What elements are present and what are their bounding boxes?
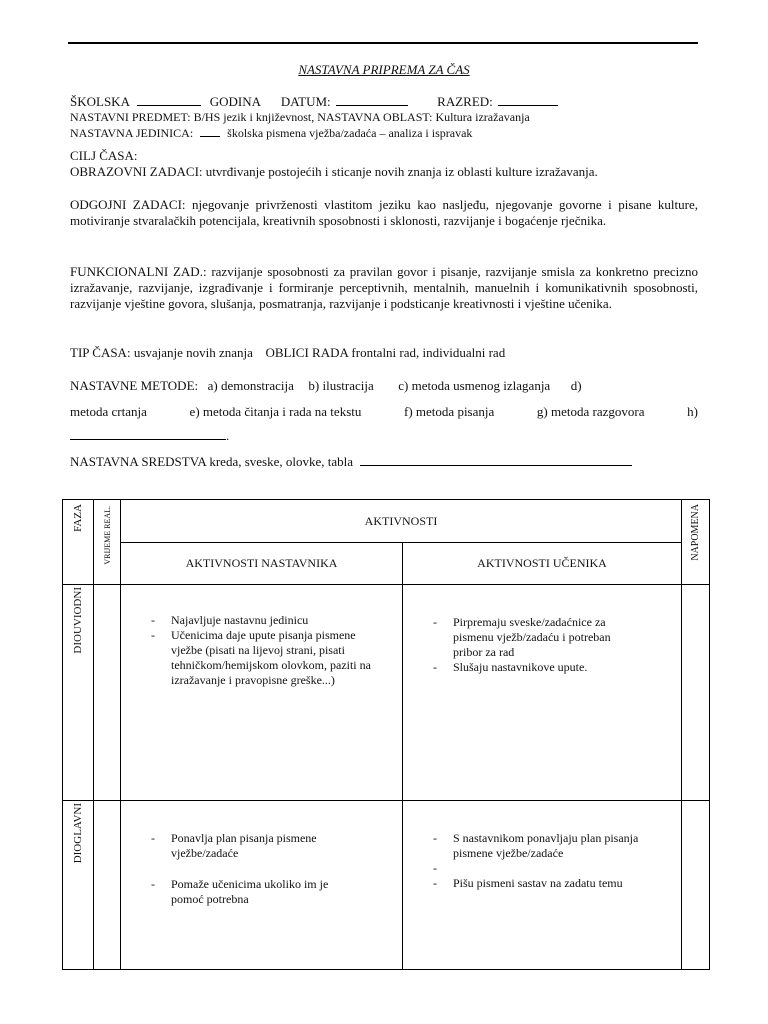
jedinica-line (70, 125, 472, 141)
list-item: - Pišu pismeni sastav na zadatu temu (431, 876, 641, 891)
jedinica-blank[interactable] (200, 125, 220, 137)
cilj-casa: CILJ ČASA: (70, 148, 138, 163)
faza-header: FAZA (63, 500, 94, 585)
list-item: - Ponavlja plan pisanja pismene vježbe/zadaće (149, 831, 362, 861)
time-cell[interactable] (94, 801, 121, 970)
note-cell[interactable] (682, 801, 710, 970)
aktivnosti-header: AKTIVNOSTI (121, 500, 682, 543)
teacher-activities-cell (121, 801, 403, 970)
obrazovni-zadaci: OBRAZOVNI ZADACI: utvrđivanje postojećih i sticanje novih znanja iz oblasti kulture izražavanja. (70, 164, 598, 179)
metoda-item: e) metoda čitanja i rada na tekstu (189, 404, 362, 419)
oblici-rada-label: OBLICI RADA (265, 345, 349, 360)
list-item: - S nastavnikom ponavljaju plan pisanja pismene vježbe/zadaće (431, 831, 641, 861)
datum-blank[interactable] (336, 94, 408, 106)
tip-casa-value: usvajanje novih znanja (133, 345, 253, 360)
student-activities-cell (403, 585, 682, 801)
metode-row-2 (70, 404, 698, 420)
top-rule (68, 42, 698, 44)
list-item: - Pirpremaju sveske/zadaćnice za pismenu vježb/zadaću i potreban pribor za rad (431, 615, 641, 660)
metoda-item: h) (687, 404, 698, 419)
datum-label: DATUM: (280, 94, 331, 109)
list-item (431, 861, 641, 876)
jedinica-value: školska pismena vježba/zadaća – analiza i ispravak (227, 126, 473, 140)
godina-label: GODINA (209, 94, 261, 109)
metoda-item: d) (570, 378, 582, 393)
skolska-label: ŠKOLSKA (70, 94, 130, 109)
skolska-blank[interactable] (137, 94, 201, 106)
vrijeme-header: VRIJEME REAL. (94, 500, 121, 585)
jedinica-label: NASTAVNA JEDINICA: (70, 126, 194, 140)
table-row (63, 585, 710, 801)
student-activities-cell (403, 801, 682, 970)
metode-label: NASTAVNE METODE: (70, 378, 199, 393)
metoda-item: f) metoda pisanja (404, 404, 495, 419)
oblici-rada-value: frontalni rad, individualni rad (351, 345, 506, 360)
aktivnosti-ucenika-header: AKTIVNOSTI UČENIKA (403, 543, 682, 585)
aktivnosti-nastavnika-header: AKTIVNOSTI NASTAVNIKA (121, 543, 403, 585)
razred-label: RAZRED: (437, 94, 493, 109)
tip-casa-label: TIP ČASA: (70, 345, 131, 360)
list-item: - Pomaže učenicima ukoliko im je pomoć potrebna (149, 877, 362, 907)
metode-blank-line: . (70, 428, 229, 444)
razred-blank[interactable] (498, 94, 558, 106)
predmet-line: NASTAVNI PREDMET: B/HS jezik i književnost, NASTAVNA OBLAST: Kultura izražavanja (70, 110, 530, 124)
teacher-activities-cell (121, 585, 403, 801)
table-row (63, 801, 710, 970)
metoda-item: metoda crtanja (70, 404, 147, 419)
metode-row-1 (70, 378, 582, 394)
list-item: - Najavljuje nastavnu jedinicu (149, 613, 384, 628)
sredstva-blank[interactable] (360, 454, 632, 466)
page-title: NASTAVNA PRIPREMA ZA ČAS (298, 62, 470, 77)
napomena-header: NAPOMENA (682, 500, 710, 585)
sredstva-text: NASTAVNA SREDSTVA kreda, sveske, olovke, tabla (70, 454, 354, 469)
odgojni-zadaci: ODGOJNI ZADACI: njegovanje privrženosti vlastitom jeziku kao nasljeđu, njegovanje govorne i pisane kulture, motiviranje stvaralačkih potencijala, kreativnih sposobnosti i sklonosti, razvijanje i bogaćenje rječnika. (70, 197, 698, 228)
metoda-item: a) demonstracija (207, 378, 294, 393)
phase-cell: DIOGLAVNI (63, 801, 94, 970)
list-item: - Učenicima daje upute pisanja pismene vježbe (pisati na lijevoj strani, pisati tehničkom/hemijskom olovkom, paziti na izražavanje i pravopisne greške...) (149, 628, 384, 688)
list-item: - Slušaju nastavnikove upute. (431, 660, 641, 675)
metoda-h-blank[interactable] (70, 428, 226, 440)
sredstva-line (70, 454, 632, 470)
phase-cell: DIOUVIODNI (63, 585, 94, 801)
funkcionalni-zadaci: FUNKCIONALNI ZAD.: razvijanje sposobnosti za pravilan govor i pisanje, razvijanje smisla za konkretno precizno izražavanje, razvijanje, izgrađivanje i formiranje perceptivnih, mentalnih, manuelnih i komunikativnih sposobnosti, razvijanje vještine govora, slušanja, posmatranja, razvijanje i podsticanje kreativnosti i vještine učenika. (70, 264, 698, 311)
school-info-line (70, 94, 558, 110)
tip-casa-line (70, 345, 505, 361)
metoda-item: g) metoda razgovora (536, 404, 645, 419)
note-cell[interactable] (682, 585, 710, 801)
metoda-item: b) ilustracija (308, 378, 374, 393)
time-cell[interactable] (94, 585, 121, 801)
plan-table (62, 499, 710, 970)
metoda-item: c) metoda usmenog izlaganja (398, 378, 551, 393)
